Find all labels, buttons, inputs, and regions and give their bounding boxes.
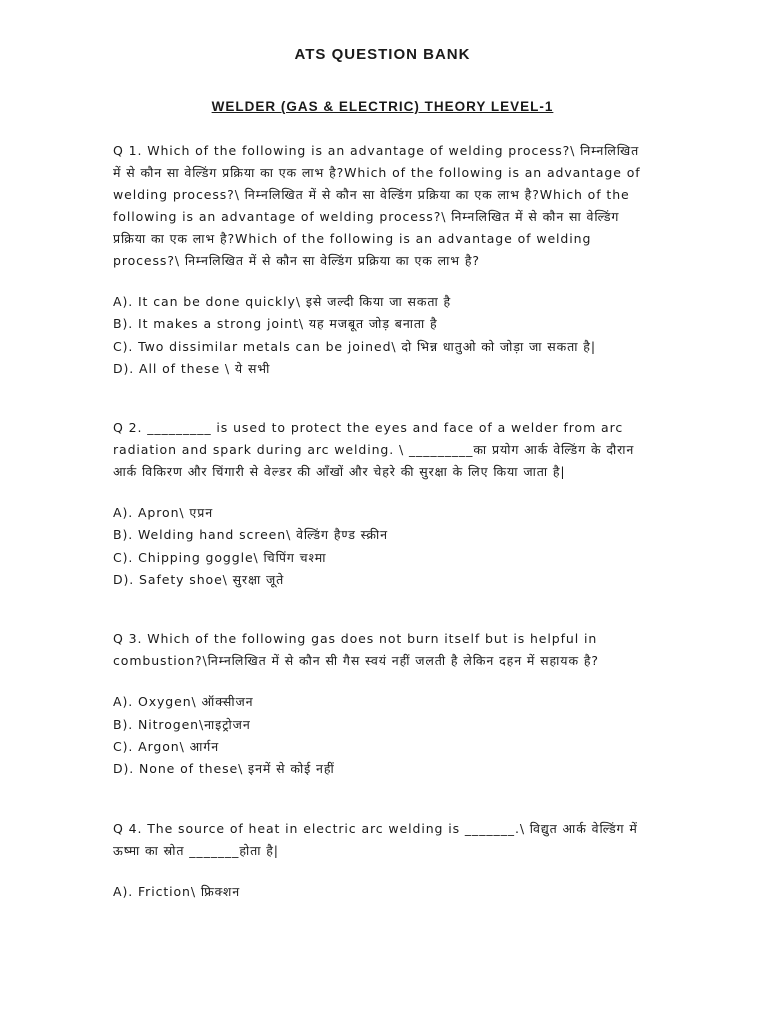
option-a: A). It can be done quickly\ इसे जल्दी किया जा सकता है bbox=[113, 294, 452, 309]
option-b: B). Welding hand screen\ वेल्डिंग हैण्ड स्क्रीन bbox=[113, 527, 388, 543]
question-text: Q 4. The source of heat in electric arc welding is _______.\ विद्युत आर्क वेल्डिंग में ऊष्मा का स्रोत _______होता है| bbox=[113, 820, 638, 858]
option-list bbox=[113, 291, 652, 380]
question-block-3 bbox=[113, 628, 652, 780]
question-block-1 bbox=[113, 140, 652, 380]
option-c: C). Two dissimilar metals can be joined\ दो भिन्न धातुओ को जोड़ा जा सकता है| bbox=[113, 338, 596, 354]
option-b: B). It makes a strong joint\ यह मजबूत जोड़ बनाता है bbox=[113, 316, 438, 332]
option-b: B). Nitrogen\नाइट्रोजन bbox=[113, 716, 251, 732]
option-list bbox=[113, 691, 652, 780]
option-d: D). Safety shoe\ सुरक्षा जूते bbox=[113, 572, 285, 588]
question-text: Q 2. _________ is used to protect the eyes and face of a welder from arc radiation and spark during arc welding. \ _________का प्रयोग आर्क वेल्डिंग के दौरान आर्क विकिरण और चिंगारी से वेल्डर की आँखों और चेहरे की सुरक्षा के लिए किया जाता है| bbox=[113, 420, 635, 480]
question-block-4 bbox=[113, 818, 652, 903]
option-c: C). Argon\ आर्गन bbox=[113, 738, 220, 754]
option-list bbox=[113, 881, 652, 903]
question-text: Q 3. Which of the following gas does not burn itself but is helpful in combustion?\निम्नलिखित में से कौन सी गैस स्वयं नहीं जलती है लेकिन दहन में सहायक है? bbox=[113, 631, 599, 669]
option-c: C). Chipping goggle\ चिपिंग चश्मा bbox=[113, 549, 327, 565]
option-a: A). Apron\ एप्रन bbox=[113, 505, 214, 521]
option-d: D). All of these \ ये सभी bbox=[113, 360, 271, 376]
document-subtitle: WELDER (GAS & ELECTRIC) THEORY LEVEL-1 bbox=[211, 99, 554, 114]
option-list bbox=[113, 502, 652, 591]
question-text: Q 1. Which of the following is an advantage of welding process?\ निम्नलिखित में से कौन सा वेल्डिंग प्रक्रिया का एक लाभ है?Which of the following is an advantage of welding process?\ निम्नलिखित में से कौन सा वेल्डिंग प्रक्रिया का एक लाभ है?Which of the following is an advantage of welding process?\ निम्नलिखित में से कौन सा वेल्डिंग प्रक्रिया का एक लाभ है?Which of the following is an advantage of welding process?\ निम्नलिखित में से कौन सा वेल्डिंग प्रक्रिया का एक लाभ है? bbox=[113, 143, 641, 268]
option-a: A). Friction\ फ्रिक्शन bbox=[113, 883, 241, 899]
document-title: ATS QUESTION BANK bbox=[294, 46, 471, 63]
option-a: A). Oxygen\ ऑक्सीजन bbox=[113, 694, 254, 710]
option-d: D). None of these\ इनमें से कोई नहीं bbox=[113, 761, 335, 777]
question-block-2 bbox=[113, 417, 652, 591]
